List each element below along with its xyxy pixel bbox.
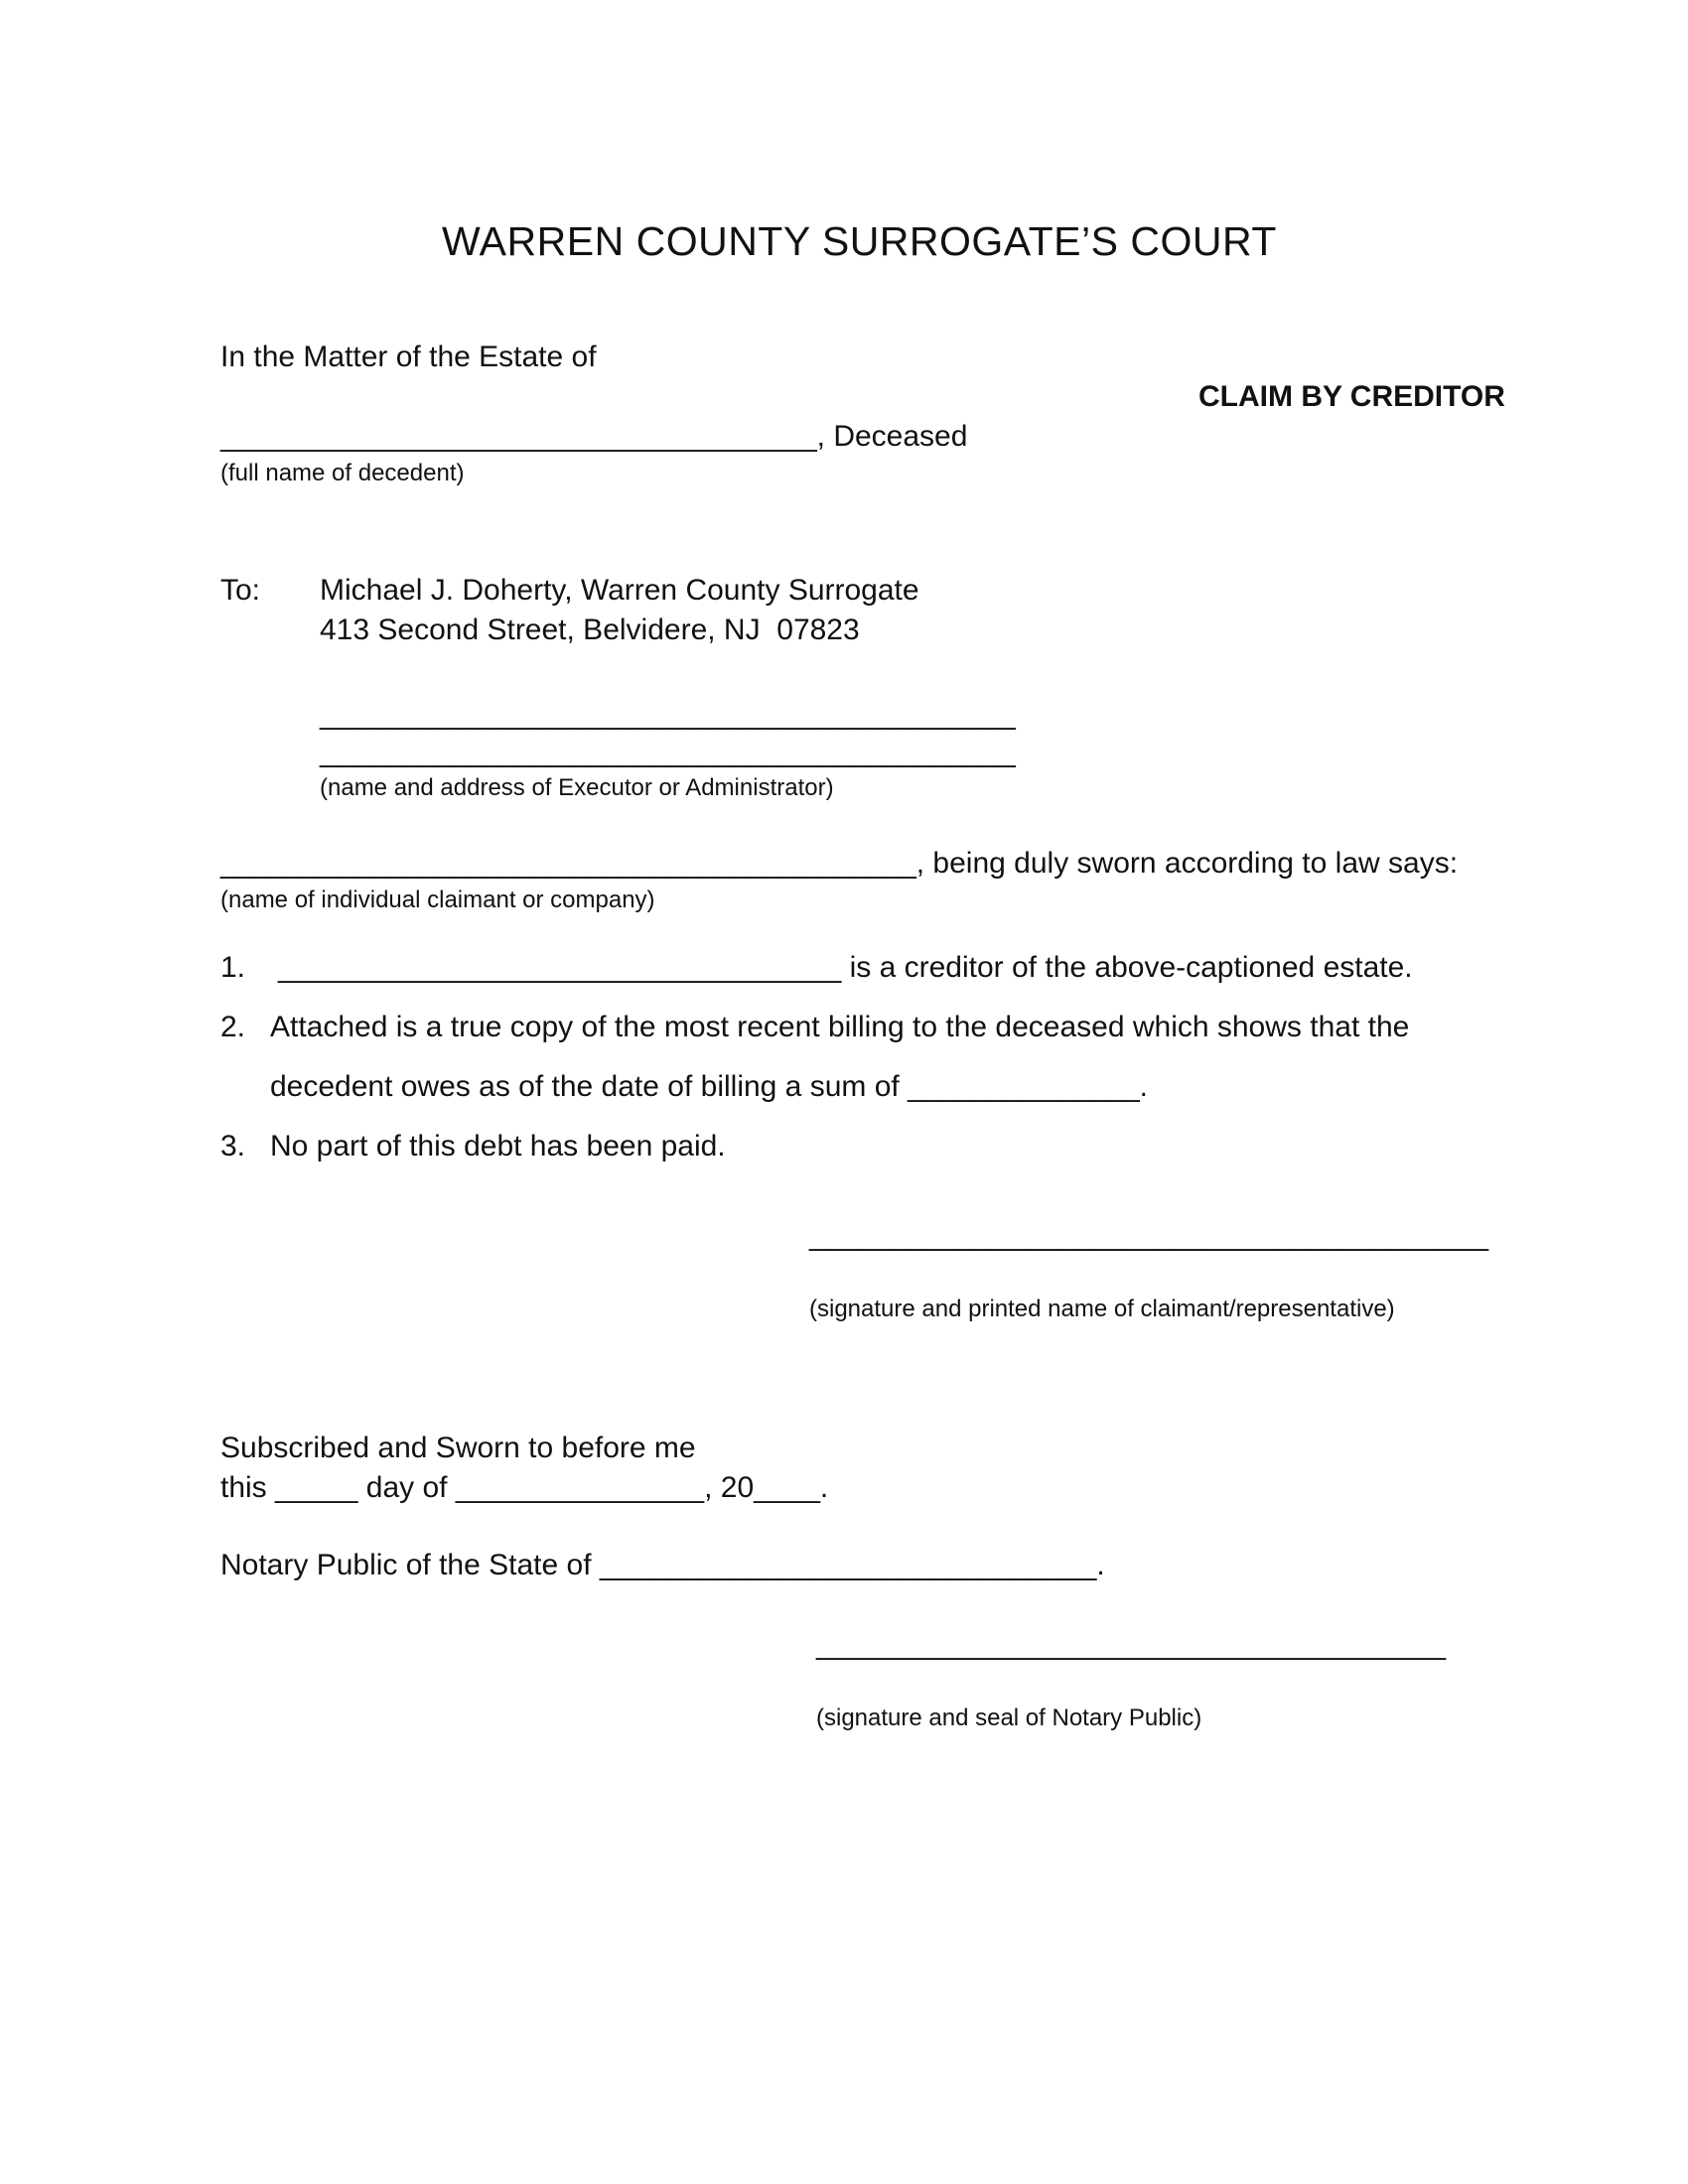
surrogate-address: 413 Second Street, Belvidere, NJ 07823 [320, 614, 860, 646]
executor-line-2: __________________________________________ [320, 736, 1016, 768]
item-2-text-line-2: decedent owes as of the date of billing a sum of ______________. [270, 1070, 1148, 1103]
decedent-caption: (full name of decedent) [220, 460, 465, 486]
to-label: To: [220, 574, 261, 607]
claimant-signature-line: _________________________________________ [809, 1219, 1489, 1252]
decedent-name-line: ____________________________________, Deceased [220, 420, 968, 453]
claimant-signature-caption: (signature and printed name of claimant/representative) [809, 1296, 1395, 1322]
item-1-number: 1. [220, 951, 246, 984]
executor-caption: (name and address of Executor or Administrator) [320, 774, 834, 801]
item-3-number: 3. [220, 1130, 246, 1162]
sworn-statement-line-2: this _____ day of _______________, 20____. [220, 1471, 829, 1504]
court-title: WARREN COUNTY SURROGATE’S COURT [442, 218, 1277, 264]
surrogate-name: Michael J. Doherty, Warren County Surrogate [320, 574, 919, 607]
sworn-statement-line-1: Subscribed and Sworn to before me [220, 1432, 696, 1464]
item-2-text-line-1: Attached is a true copy of the most recent billing to the deceased which shows that the [270, 1011, 1410, 1043]
claimant-line: __________________________________________, being duly sworn according to law says: [220, 847, 1459, 880]
executor-line-1: __________________________________________ [320, 698, 1016, 731]
notary-signature-caption: (signature and seal of Notary Public) [816, 1705, 1202, 1731]
estate-intro: In the Matter of the Estate of [220, 341, 597, 373]
item-3-text: No part of this debt has been paid. [270, 1130, 726, 1162]
form-title: CLAIM BY CREDITOR [1198, 380, 1505, 413]
claimant-caption: (name of individual claimant or company) [220, 887, 655, 913]
item-2-number: 2. [220, 1011, 246, 1043]
item-1-text: __________________________________ is a creditor of the above-captioned estate. [278, 951, 1413, 984]
notary-state-line: Notary Public of the State of ______________________________. [220, 1549, 1105, 1581]
notary-signature-line: ______________________________________ [816, 1628, 1447, 1661]
